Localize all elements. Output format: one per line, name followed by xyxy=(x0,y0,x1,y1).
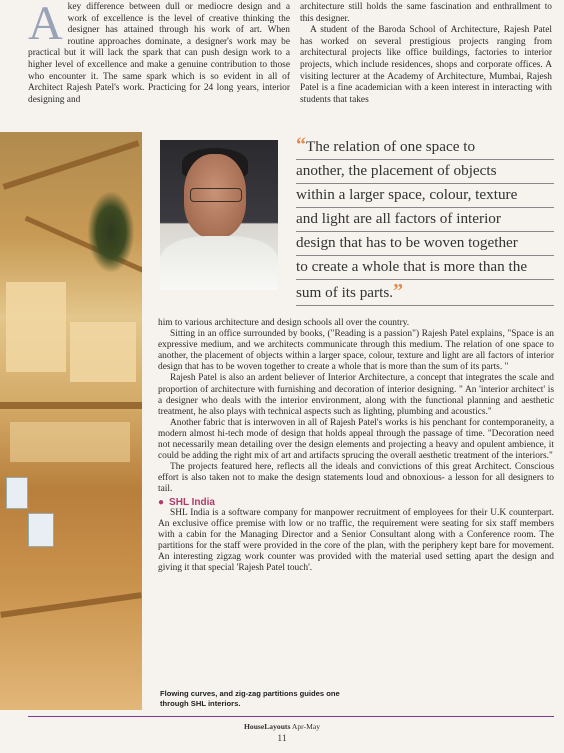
issue-label: Apr-May xyxy=(291,722,320,731)
intro-column-right xyxy=(300,2,552,106)
pull-quote-line: sum of its parts.” xyxy=(296,280,554,306)
photo-books xyxy=(6,477,54,547)
pull-quote-line: “The relation of one space to xyxy=(296,134,554,160)
body-paragraph: Another fabric that is interwoven in all of Rajesh Patel's works is his penchant for contemporaneity, a modern almost hi-tech mode of design that holds appeal through the passage of time. "Decoration need not necessarily mean detailing over the design elements and projecting a heavy and opulent ambience, it could be adding the right mix of art and artifacts sprucing the overall aesthetic treatment of the interiors." xyxy=(158,417,554,462)
article-body xyxy=(158,318,554,574)
body-paragraph: SHL India is a software company for manpower recruitment of employees for their U.K counterpart. An exclusive office premise with low or no traffic, the requirement were seating for six staff members with a cabin for the Managing Director and a Senior Consultant along with a Conference room. The partitions for the staff were provided in the core of the plan, with the periphery kept bare for movement. An interesting zigzag work counter was provided with the material used setting apart the design and giving it that special 'Rajesh Patel touch'. xyxy=(158,507,554,574)
photo-caption: Flowing curves, and zig-zag partitions guides one through SHL interiors. xyxy=(160,689,340,708)
pull-quote-line: another, the placement of objects xyxy=(296,160,554,184)
photo-shelf xyxy=(10,422,130,462)
photo-shelf xyxy=(6,282,66,372)
pull-quote-line: design that has to be woven together xyxy=(296,232,554,256)
photo-beam xyxy=(0,592,141,618)
pull-quote-line: to create a whole that is more than the xyxy=(296,256,554,280)
intro-column-left xyxy=(28,2,290,106)
footer-rule xyxy=(28,716,554,717)
photo-book xyxy=(28,513,54,547)
architect-portrait xyxy=(160,140,278,290)
photo-beam xyxy=(3,140,140,190)
portrait-shirt xyxy=(160,236,278,290)
intro-paragraph: key difference between dull or mediocre design and a work of excellence is the level of creative thinking the designer has attained through his work of art. When routine approaches dominate, a designer's work may be practical but it will lack the spark that can push design work to a higher level of excellence and make a genuine contribution to those who encounter it. The same spark which is so evident in all of Architect Rajesh Patel's work. Practicing for 24 long years, interior designing and xyxy=(28,2,290,105)
body-paragraph: The projects featured here, reflects all the ideals and convictions of this great Architect. Conscious effort is also taken not to make the design statements loud and obnoxious- a lesson for all designers to tail. xyxy=(158,462,554,495)
body-paragraph: Rajesh Patel is also an ardent believer of Interior Architecture, a concept that integrates the scale and proportion of architecture with furnishing and decoration of interior designing. " An 'interior architect' is a designer who deals with the interior environment, along with the functional planning and aesthetic treatment, he also plays with technical aspects such as lighting, plumbing and acoustics." xyxy=(158,373,554,417)
photo-shelf xyxy=(70,322,136,382)
body-paragraph: Sitting in an office surrounded by books, ("Reading is a passion") Rajesh Patel explains, "Space is an expressive medium, and we architects communicate through this medium. The relation of one space to another, the placement of objects within a larger space, colour, texture and light are all factors of interior design that has to be woven together to create a whole that is more than the sum of its parts. " xyxy=(158,329,554,373)
footer-magazine xyxy=(0,722,564,731)
photo-book xyxy=(6,477,28,509)
bullet-icon: ● xyxy=(158,496,165,508)
photo-plant xyxy=(88,192,134,272)
pull-quote-line: and light are all factors of interior xyxy=(296,208,554,232)
portrait-glasses xyxy=(190,188,242,202)
intro-continuation: architecture still holds the same fascination and enthrallment to this designer. xyxy=(300,2,552,24)
interior-photo xyxy=(0,132,142,710)
body-paragraph: him to various architecture and design schools all over the country. xyxy=(158,318,410,328)
section-heading: ● SHL India xyxy=(158,496,215,508)
bio-paragraph: A student of the Baroda School of Architecture, Rajesh Patel has worked on several prestigious projects ranging from architectural projects like office buildings, factories to interior projects, which include residences, shops and corporate offices. A visiting lecturer at the Academy of Architecture, Mumbai, Rajesh Patel is a fine academician with a keen interest in interacting with students that takes xyxy=(300,25,552,105)
close-quote-icon: ” xyxy=(393,280,404,302)
magazine-name: HouseLayouts xyxy=(243,722,291,731)
photo-beam xyxy=(0,402,142,409)
pull-quote-line: within a larger space, colour, texture xyxy=(296,184,554,208)
open-quote-icon: “ xyxy=(296,134,306,156)
page-number: 11 xyxy=(277,734,287,744)
drop-cap: A xyxy=(28,0,63,50)
pull-quote xyxy=(296,134,554,306)
